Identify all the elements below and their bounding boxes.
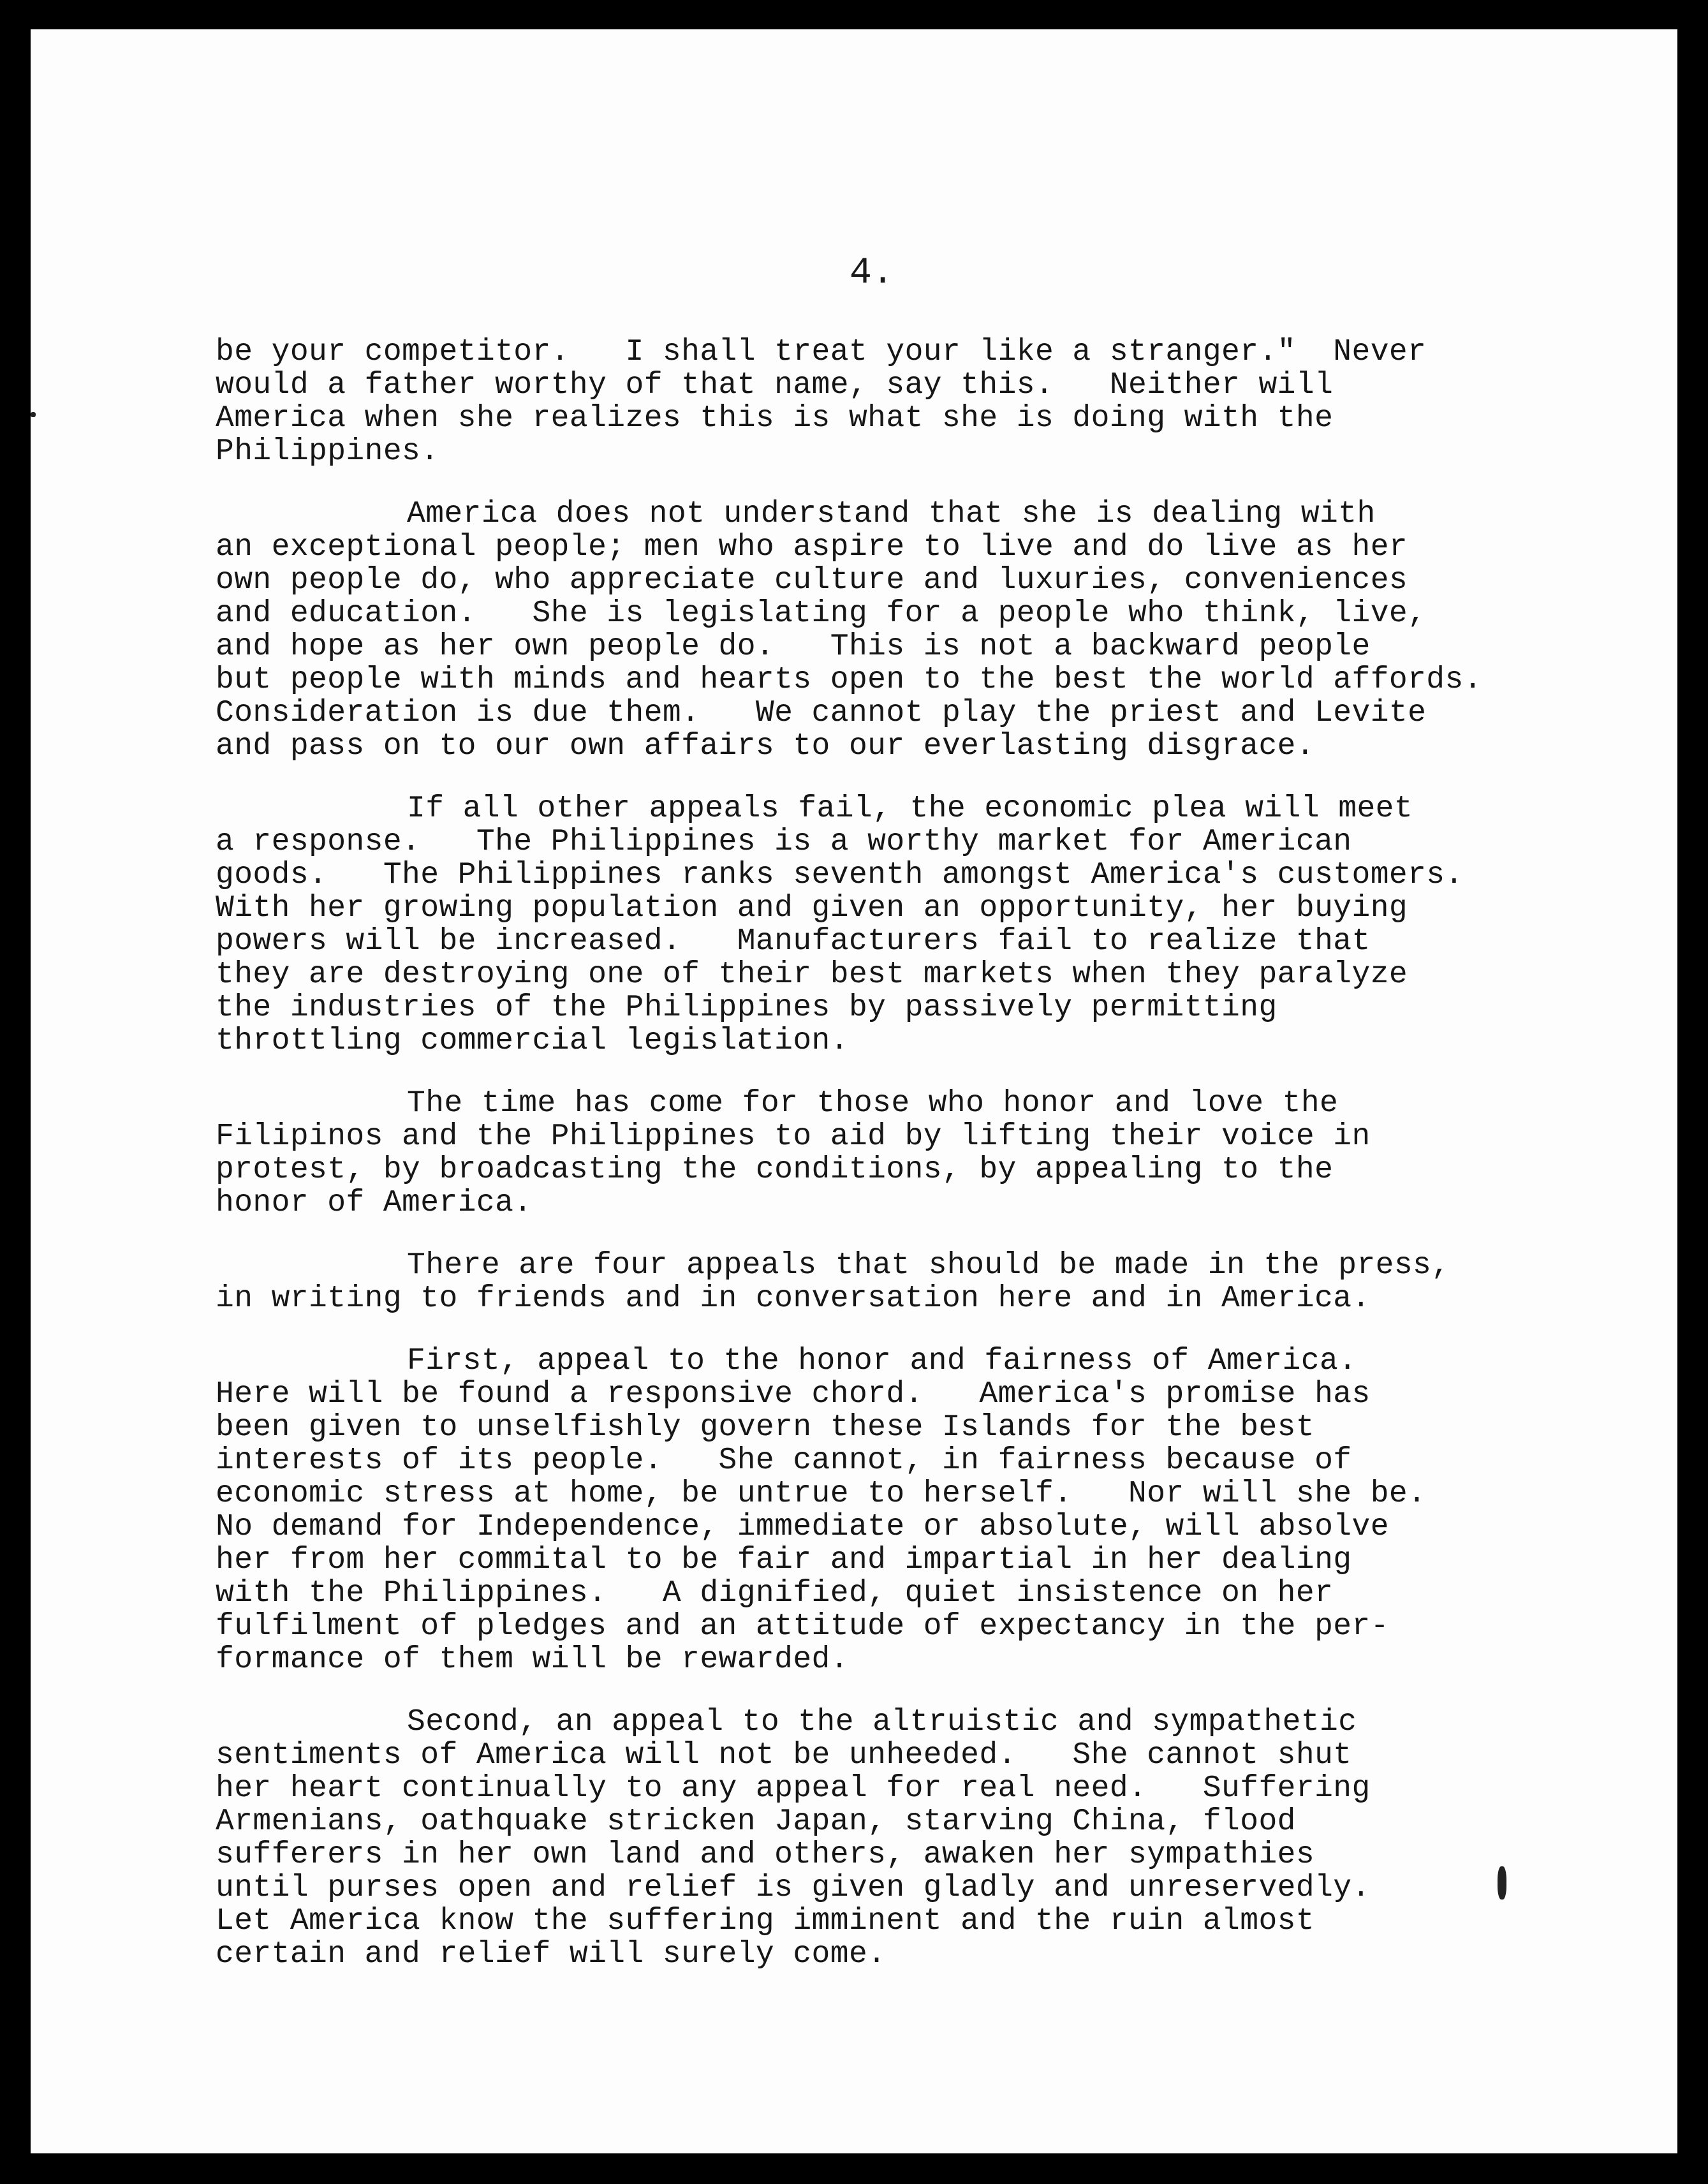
text-line: and hope as her own people do. This is not a backward people bbox=[216, 630, 1371, 664]
text-line: sufferers in her own land and others, awaken her sympathies bbox=[216, 1838, 1315, 1872]
text-line: and pass on to our own affairs to our everlasting disgrace. bbox=[216, 729, 1315, 764]
ink-speck bbox=[1498, 1866, 1506, 1900]
text-line: No demand for Independence, immediate or absolute, will absolve bbox=[216, 1510, 1389, 1544]
text-line: would a father worthy of that name, say this. Neither will bbox=[216, 368, 1334, 402]
text-line: economic stress at home, be untrue to herself. Nor will she be. bbox=[216, 1477, 1427, 1511]
text-line: in writing to friends and in conversation here and in America. bbox=[216, 1281, 1371, 1316]
text-line: throttling commercial legislation. bbox=[216, 1024, 849, 1058]
text-line: There are four appeals that should be made in the press, bbox=[407, 1248, 1450, 1283]
ink-speck bbox=[31, 412, 36, 417]
text-line: The time has come for those who honor and love the bbox=[407, 1086, 1339, 1121]
text-line: America when she realizes this is what she is doing with the bbox=[216, 401, 1334, 436]
text-line: With her growing population and given an opportunity, her buying bbox=[216, 891, 1408, 926]
text-line: a response. The Philippines is a worthy market for American bbox=[216, 825, 1352, 859]
text-line: with the Philippines. A dignified, quiet insistence on her bbox=[216, 1576, 1334, 1611]
text-line: If all other appeals fail, the economic plea will meet bbox=[407, 792, 1413, 826]
text-line: own people do, who appreciate culture and luxuries, conveniences bbox=[216, 563, 1408, 598]
document-page bbox=[31, 29, 1677, 2153]
text-line: First, appeal to the honor and fairness of America. bbox=[407, 1344, 1357, 1378]
text-line: interests of its people. She cannot, in fairness because of bbox=[216, 1443, 1352, 1478]
body-text bbox=[216, 336, 1568, 2000]
paragraph-5 bbox=[216, 1249, 1568, 1315]
text-line: fulfilment of pledges and an attitude of expectancy in the per- bbox=[216, 1609, 1389, 1644]
text-line: Armenians, oathquake stricken Japan, starving China, flood bbox=[216, 1804, 1296, 1839]
text-line: Second, an appeal to the altruistic and sympathetic bbox=[407, 1705, 1357, 1739]
text-line: the industries of the Philippines by passively permitting bbox=[216, 991, 1277, 1025]
paragraph-7 bbox=[216, 1706, 1568, 1971]
text-line: certain and relief will surely come. bbox=[216, 1937, 887, 1972]
text-line: and education. She is legislating for a people who think, live, bbox=[216, 596, 1427, 631]
text-line: powers will be increased. Manufacturers fail to realize that bbox=[216, 924, 1371, 959]
text-line: Filipinos and the Philippines to aid by lifting their voice in bbox=[216, 1119, 1371, 1154]
text-line: been given to unselfishly govern these Islands for the best bbox=[216, 1410, 1315, 1445]
text-line: America does not understand that she is dealing with bbox=[407, 497, 1376, 531]
text-line: Here will be found a responsive chord. America's promise has bbox=[216, 1377, 1371, 1412]
text-line: but people with minds and hearts open to the best the world affords. bbox=[216, 663, 1482, 697]
text-line: honor of America. bbox=[216, 1186, 533, 1220]
text-line: Consideration is due them. We cannot play the priest and Levite bbox=[216, 696, 1427, 730]
text-line: be your competitor. I shall treat your like a stranger." Never bbox=[216, 335, 1427, 369]
text-line: her heart continually to any appeal for real need. Suffering bbox=[216, 1771, 1371, 1806]
paragraph-6 bbox=[216, 1345, 1568, 1676]
paragraph-4 bbox=[216, 1087, 1568, 1220]
paragraph-3 bbox=[216, 792, 1568, 1058]
paragraph-1 bbox=[216, 336, 1568, 468]
text-line: goods. The Philippines ranks seventh amongst America's customers. bbox=[216, 858, 1464, 892]
text-line: Let America know the suffering imminent and the ruin almost bbox=[216, 1904, 1315, 1938]
text-line: Philippines. bbox=[216, 434, 439, 469]
text-line: an exceptional people; men who aspire to live and do live as her bbox=[216, 530, 1408, 564]
text-line: they are destroying one of their best markets when they paralyze bbox=[216, 957, 1408, 992]
text-line: until purses open and relief is given gladly and unreservedly. bbox=[216, 1871, 1371, 1905]
text-line: formance of them will be rewarded. bbox=[216, 1642, 849, 1677]
paragraph-2 bbox=[216, 498, 1568, 763]
text-line: protest, by broadcasting the conditions, by appealing to the bbox=[216, 1153, 1334, 1187]
text-line: sentiments of America will not be unheeded. She cannot shut bbox=[216, 1738, 1352, 1773]
page-number: 4. bbox=[850, 253, 894, 294]
text-line: her from her commital to be fair and impartial in her dealing bbox=[216, 1543, 1352, 1577]
